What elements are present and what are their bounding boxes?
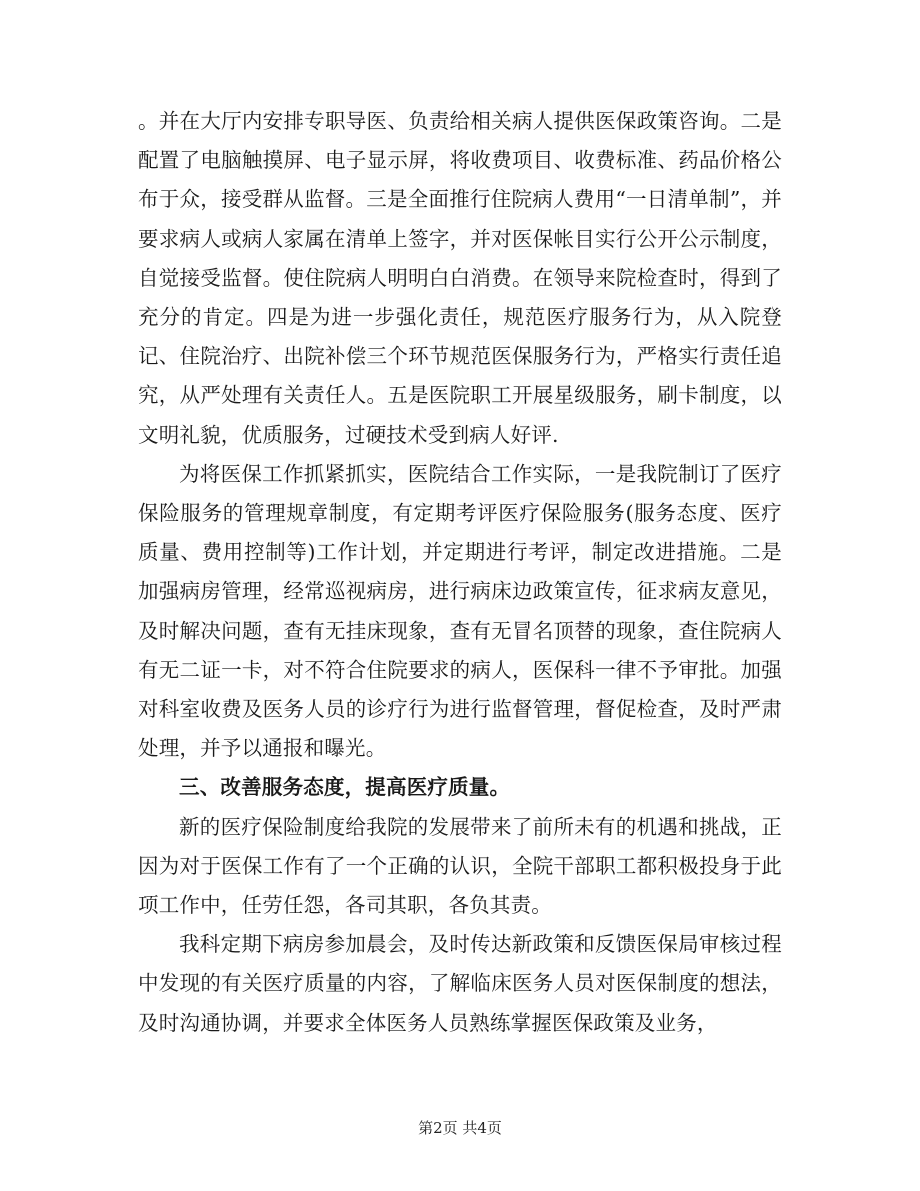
paragraph-new-insurance-system: 新的医疗保险制度给我院的发展带来了前所未有的机遇和挑战，正因为对于医保工作有了一个正确的认识，全院干部职工都积极投身于此项工作中，任劳任怨，各司其职，各负其责。 xyxy=(138,814,782,918)
paragraph-management-measures: 为将医保工作抓紧抓实，医院结合工作实际，一是我院制订了医疗保险服务的管理规章制度，有定期考评医疗保险服务(服务态度、医疗质量、费用控制等)工作计划，并定期进行考评，制定改进措施。二是加强病房管理，经常巡视病房，进行病床边政策宣传，征求病友意见，及时解决问题，查有无挂床现象，查有无冒名顶替的现象，查住院病人有无二证一卡，对不符合住院要求的病人，医保科一律不予审批。加强对科室收费及医务人员的诊疗行为进行监督管理，督促检查，及时严肃处理，并予以通报和曝光。 xyxy=(138,461,782,761)
paragraph-continuation: 。并在大厅内安排专职导医、负责给相关病人提供医保政策咨询。二是配置了电脑触摸屏、电子显示屏，将收费项目、收费标准、药品价格公布于众，接受群从监督。三是全面推行住院病人费用“一日清单制”，并要求病人或病人家属在清单上签字，并对医保帐目实行公开公示制度，自觉接受监督。使住院病人明明白白消费。在领导来院检查时，得到了充分的肯定。四是为进一步强化责任，规范医疗服务行为，从入院登记、住院治疗、出院补偿三个环节规范医保服务行为，严格实行责任追究，从严处理有关责任人。五是医院职工开展星级服务，刷卡制度，以文明礼貌，优质服务，过硬技术受到病人好评. xyxy=(138,109,782,447)
paragraph-ward-morning-meeting: 我科定期下病房参加晨会，及时传达新政策和反馈医保局审核过程中发现的有关医疗质量的内容，了解临床医务人员对医保制度的想法，及时沟通协调，并要求全体医务人员熟练掌握医保政策及业务， xyxy=(138,932,782,1035)
document-body xyxy=(138,102,782,1043)
page-number-footer: 第2页 共4页 xyxy=(418,1119,502,1137)
section-heading-service-quality: 三、改善服务态度，提高医疗质量。 xyxy=(179,775,511,800)
